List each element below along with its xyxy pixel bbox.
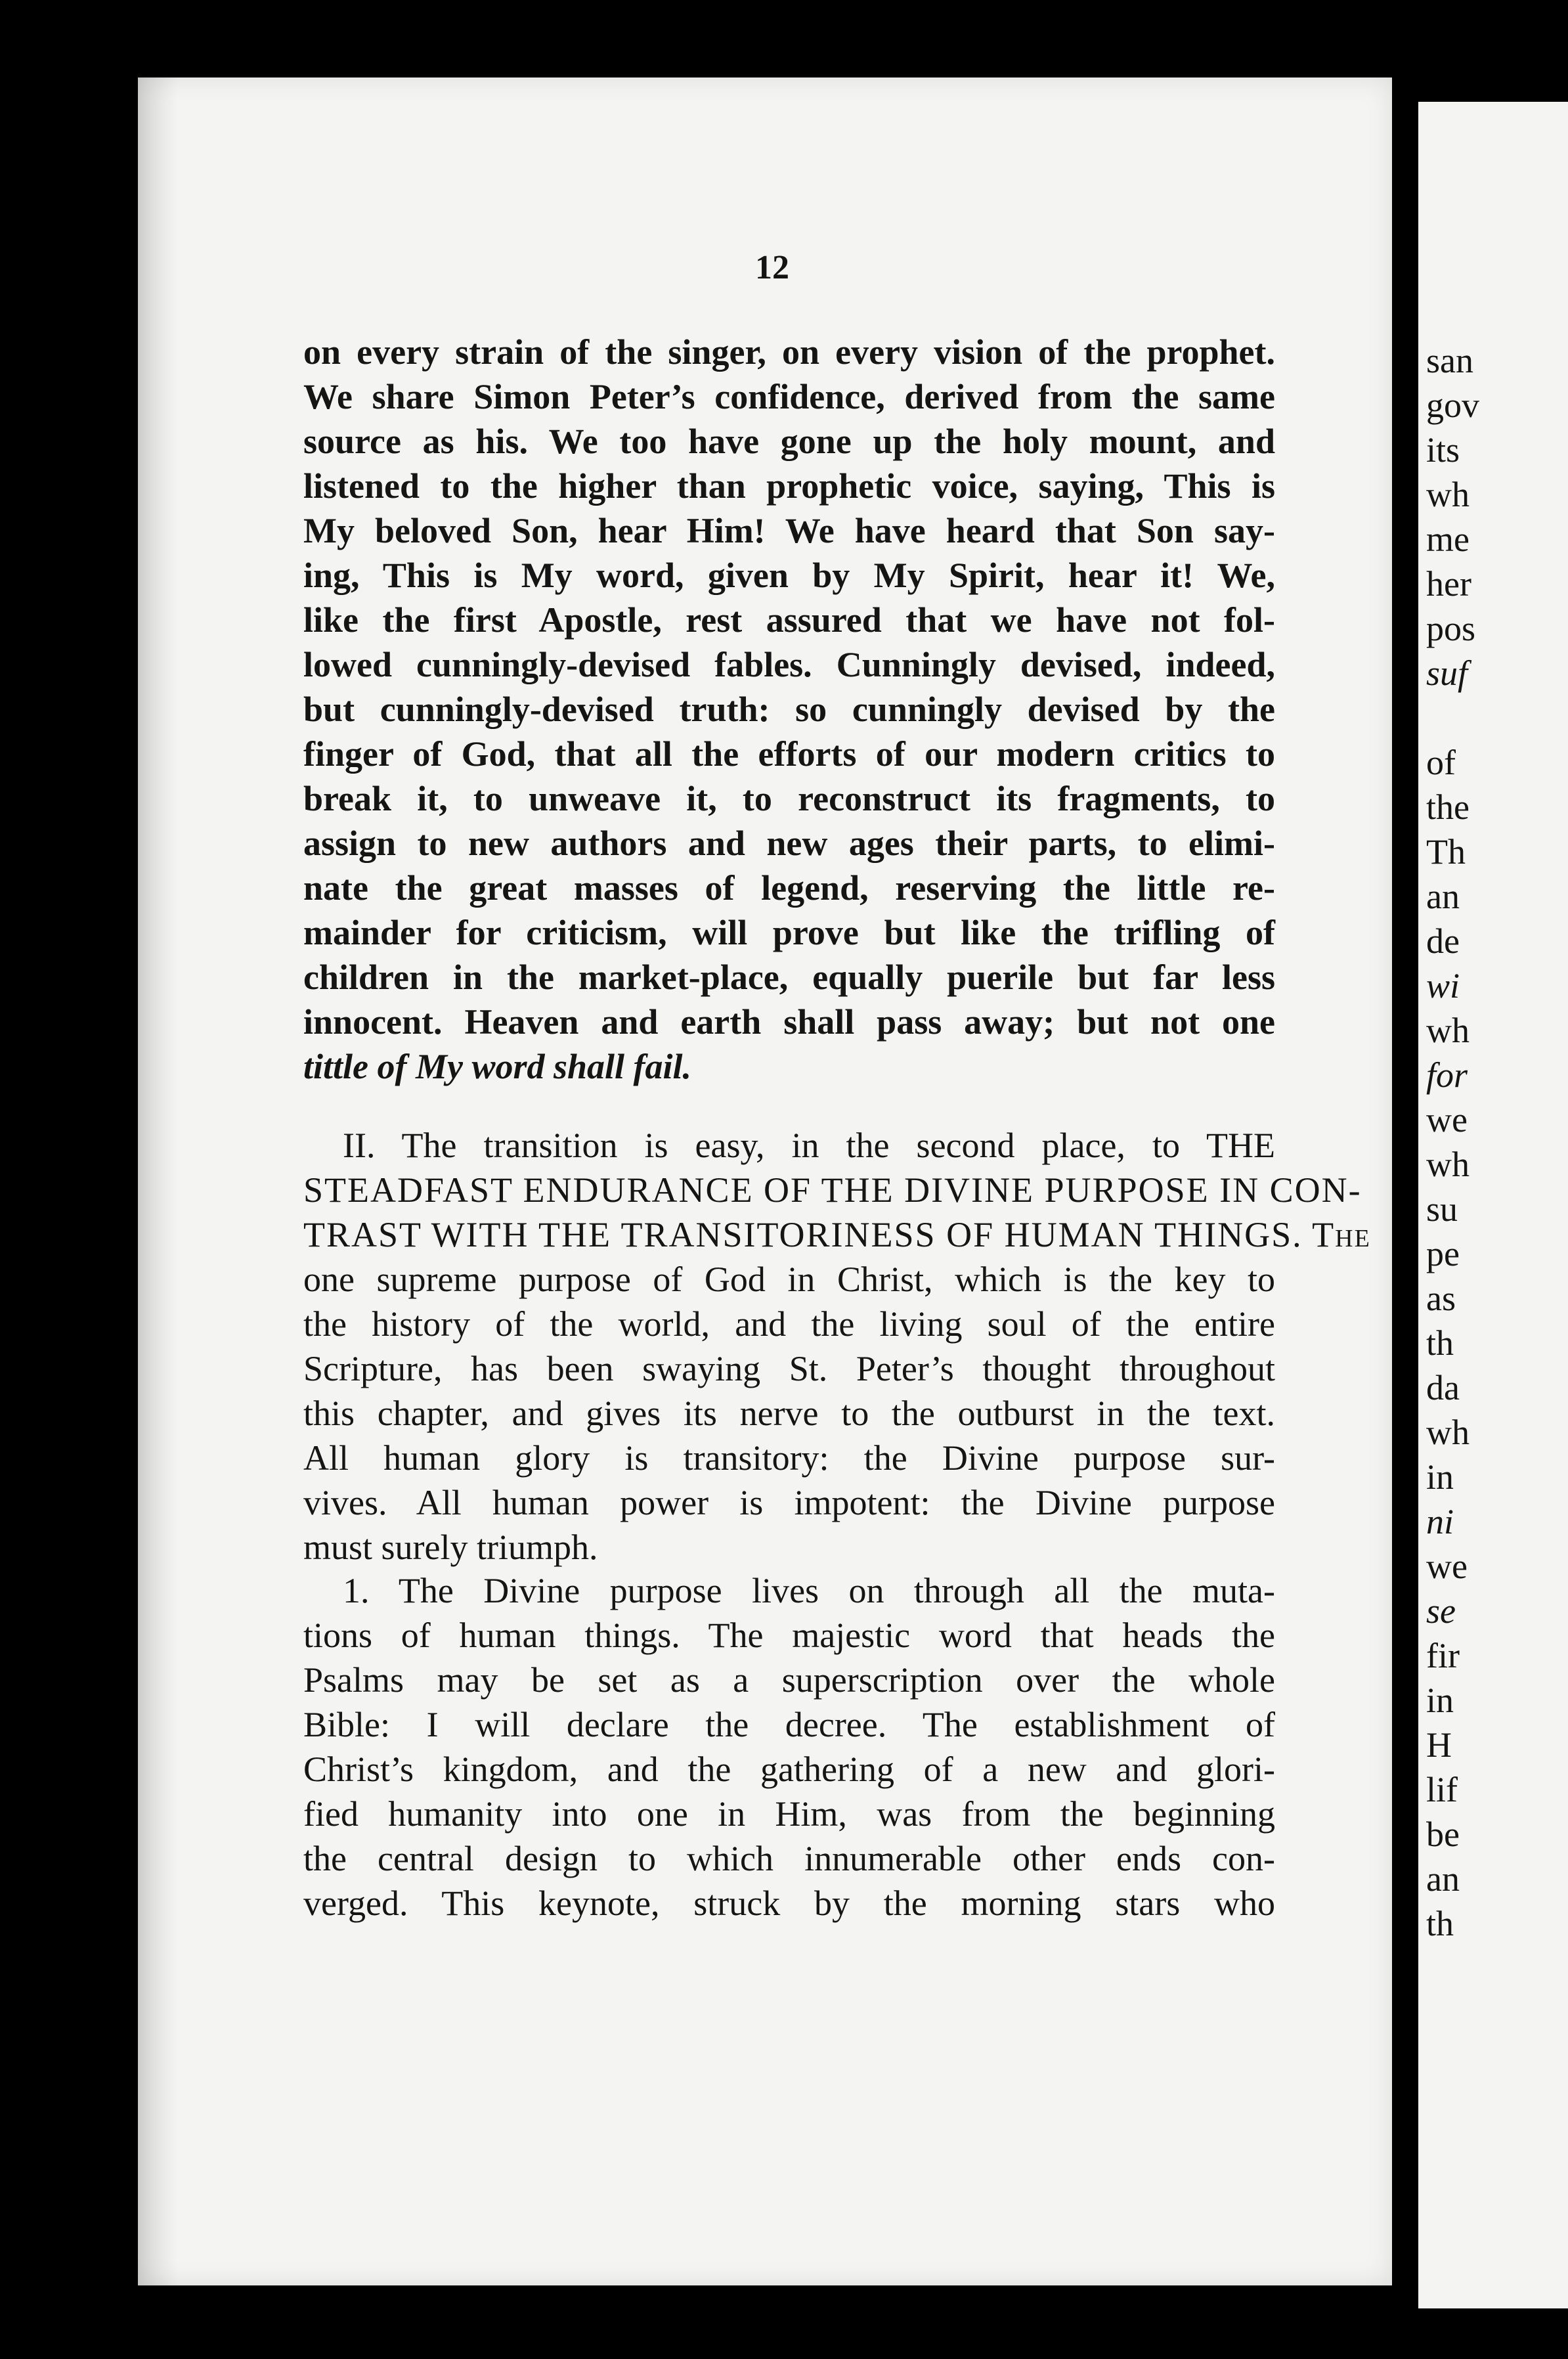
text-line: Psalms may be set as a superscription over the whole [303, 1660, 1275, 1700]
text-line: this chapter, and gives its nerve to the outburst in the text. [303, 1394, 1275, 1433]
page-number: 12 [755, 249, 789, 286]
text-line: for [1426, 1055, 1468, 1095]
text-line: All human glory is transitory: the Divine purpose sur- [303, 1438, 1275, 1478]
text-line: one supreme purpose of God in Christ, which is the key to [303, 1260, 1275, 1299]
text-line: its [1426, 430, 1460, 470]
text-line: suf [1426, 653, 1468, 693]
text-line: assign to new authors and new ages their parts, to elimi- [303, 824, 1275, 863]
text-line: as [1426, 1279, 1456, 1318]
text-line: of [1426, 743, 1456, 782]
text-line: pos [1426, 609, 1476, 648]
text-line: nate the great masses of legend, reserving the little re- [303, 868, 1275, 908]
text-line: wi [1426, 966, 1460, 1005]
text-line: her [1426, 564, 1471, 604]
text-line: like the first Apostle, rest assured that we have not fol- [303, 600, 1275, 640]
text-line: th [1426, 1904, 1454, 1943]
text-line: We share Simon Peter’s confidence, derived from the same [303, 377, 1275, 416]
text-line: in [1426, 1681, 1454, 1720]
text-line: wh [1426, 475, 1470, 514]
text-line: the central design to which innumerable other ends con- [303, 1839, 1275, 1878]
text-line: Scripture, has been swaying St. Peter’s thought throughout [303, 1349, 1275, 1388]
text-line: san [1426, 341, 1473, 380]
text-line: we [1426, 1547, 1468, 1586]
text-line: wh [1426, 1011, 1470, 1050]
text-line: tions of human things. The majestic word that heads the [303, 1616, 1275, 1655]
text-line: an [1426, 1859, 1460, 1899]
text-line: My beloved Son, hear Him! We have heard that Son say- [303, 511, 1275, 550]
text-line: be [1426, 1815, 1460, 1854]
text-line: innocent. Heaven and earth shall pass away; but not one [303, 1002, 1275, 1042]
text-line: verged. This keynote, struck by the morning stars who [303, 1884, 1275, 1923]
text-line: fied humanity into one in Him, was from the beginning [303, 1794, 1275, 1834]
text-line: TRAST WITH THE TRANSITORINESS OF HUMAN THINGS. The [303, 1215, 1371, 1254]
paragraph-3 [303, 1568, 1275, 1926]
text-line [1418, 695, 1479, 740]
text-line: Christ’s kingdom, and the gathering of a new and glori- [303, 1750, 1275, 1789]
text-line: gov [1426, 386, 1479, 425]
right-page-text [1418, 338, 1479, 1946]
right-page-edge [1418, 102, 1568, 2308]
text-line: in [1426, 1457, 1454, 1497]
text-line: an [1426, 877, 1460, 916]
text-line: wh [1426, 1145, 1470, 1184]
text-line: we [1426, 1100, 1468, 1139]
text-line: finger of God, that all the efforts of our modern critics to [303, 734, 1275, 774]
text-line: but cunningly-devised truth: so cunningly devised by the [303, 690, 1275, 729]
text-line: tittle of My word shall fail. [303, 1047, 692, 1086]
text-line: break it, to unweave it, to reconstruct its fragments, to [303, 779, 1275, 818]
text-line: H [1426, 1725, 1452, 1765]
text-line: 1. The Divine purpose lives on through all the muta- [343, 1571, 1275, 1610]
text-line: the history of the world, and the living soul of the entire [303, 1304, 1275, 1344]
paragraph-1 [303, 330, 1275, 1089]
text-line: de [1426, 921, 1460, 961]
text-line: on every strain of the singer, on every vision of the prophet. [303, 332, 1275, 372]
text-line: lif [1426, 1770, 1458, 1809]
text-line: must surely triumph. [303, 1528, 598, 1567]
text-line: Th [1426, 832, 1466, 871]
text-line: the [1426, 787, 1470, 827]
text-line: fir [1426, 1636, 1460, 1675]
text-line: source as his. We too have gone up the holy mount, and [303, 422, 1275, 461]
text-line: pe [1426, 1234, 1460, 1273]
text-line: children in the market-place, equally puerile but far less [303, 958, 1275, 997]
text-line: me [1426, 519, 1470, 559]
text-line: se [1426, 1591, 1456, 1631]
text-line: STEADFAST ENDURANCE OF THE DIVINE PURPOSE IN CON- [303, 1170, 1362, 1210]
text-line: mainder for criticism, will prove but like the trifling of [303, 913, 1275, 952]
text-line: th [1426, 1323, 1454, 1363]
text-line: ni [1426, 1502, 1454, 1541]
text-line: su [1426, 1189, 1458, 1229]
paragraph-2 [303, 1123, 1371, 1570]
text-line: vives. All human power is impotent: the Divine purpose [303, 1483, 1275, 1522]
text-line: listened to the higher than prophetic voice, saying, This is [303, 466, 1275, 506]
text-line: wh [1426, 1413, 1470, 1452]
text-line: Bible: I will declare the decree. The establishment of [303, 1705, 1275, 1744]
text-line: da [1426, 1368, 1460, 1407]
text-line: II. The transition is easy, in the second place, to THE [343, 1126, 1275, 1165]
text-line: lowed cunningly-devised fables. Cunningly devised, indeed, [303, 645, 1275, 684]
text-line: ing, This is My word, given by My Spirit, hear it! We, [303, 556, 1275, 595]
